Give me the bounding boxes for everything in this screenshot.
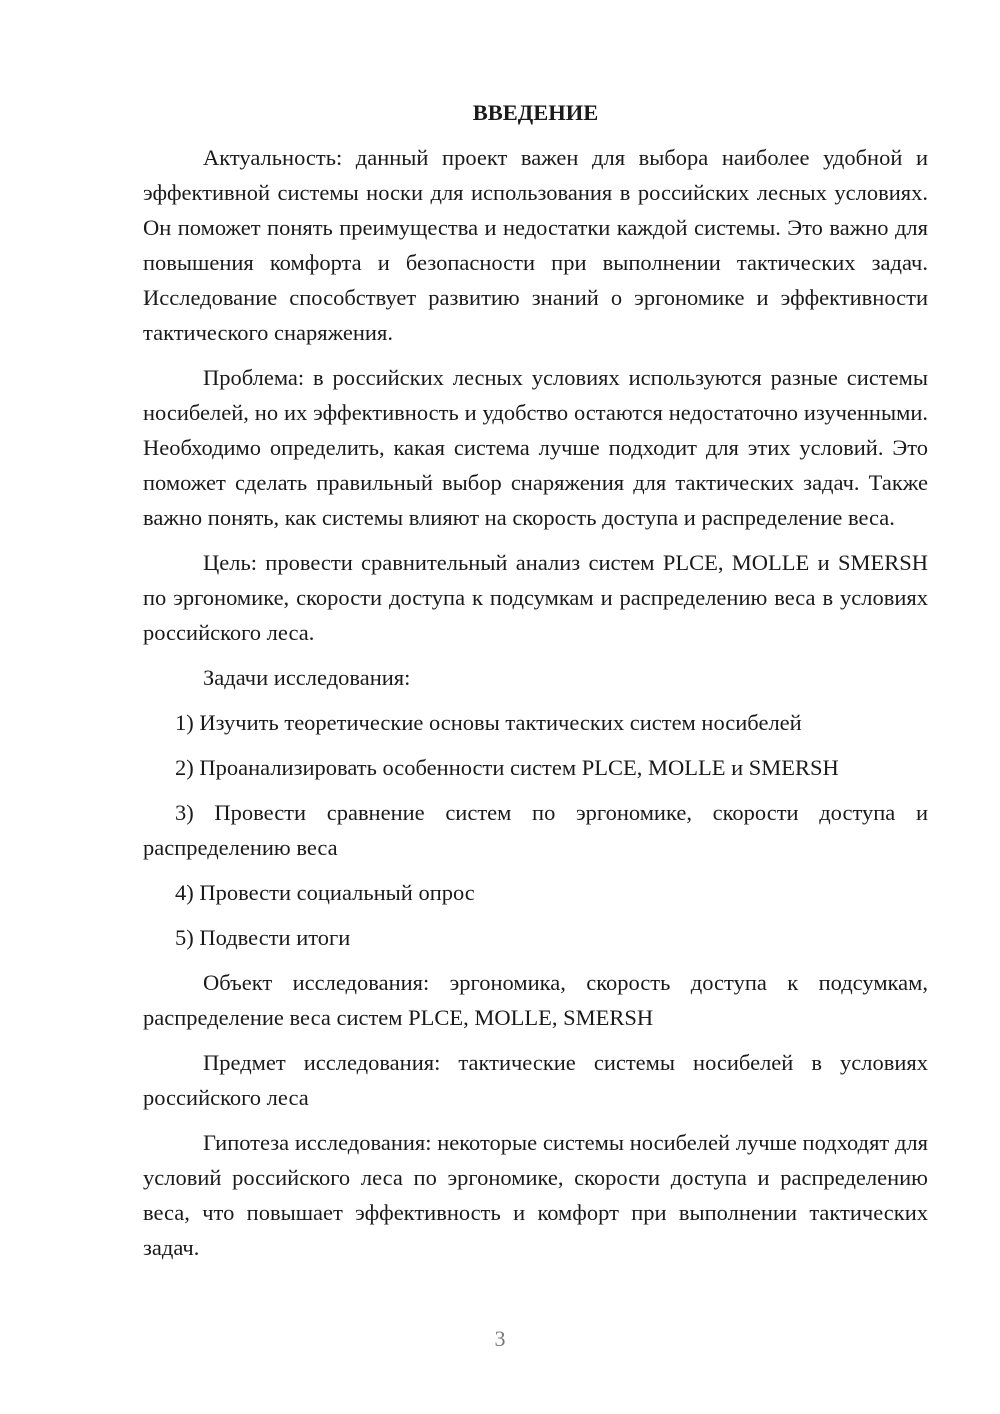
paragraph-relevance: Актуальность: данный проект важен для выбора наиболее удобной и эффективной системы носки для использования в российских лесных условиях. Он поможет понять преимущества и недостатки каждой системы. Это важно для повышения комфорта и безопасности при выполнении тактических задач. Исследование способствует развитию знаний о эргономике и эффективности тактического снаряжения.	[143, 145, 928, 345]
task-item-5: 5) Подвести итоги	[175, 925, 351, 950]
task-item-4: 4) Провести социальный опрос	[175, 880, 475, 905]
task-item-3: 3) Провести сравнение систем по эргономике, скорости доступа и распределению веса	[143, 800, 928, 860]
task-item-1: 1) Изучить теоретические основы тактических систем носибелей	[175, 710, 802, 735]
page-title: ВВЕДЕНИЕ	[472, 100, 599, 125]
paragraph-object: Объект исследования: эргономика, скорость доступа к подсумкам, распределение веса систем PLCE, MOLLE, SMERSH	[143, 970, 928, 1030]
task-item-2: 2) Проанализировать особенности систем PLCE, MOLLE и SMERSH	[175, 755, 839, 780]
paragraph-goal: Цель: провести сравнительный анализ систем PLCE, MOLLE и SMERSH по эргономике, скорости доступа к подсумкам и распределению веса в условиях российского леса.	[143, 550, 928, 645]
page-number: 3	[494, 1326, 506, 1351]
paragraph-hypothesis: Гипотеза исследования: некоторые системы носибелей лучше подходят для условий российского леса по эргономике, скорости доступа и распределению веса, что повышает эффективность и комфорт при выполнении тактических задач.	[143, 1130, 928, 1260]
document-body	[143, 95, 928, 1275]
paragraph-subject: Предмет исследования: тактические системы носибелей в условиях российского леса	[143, 1050, 928, 1110]
paragraph-problem: Проблема: в российских лесных условиях используются разные системы носибелей, но их эффективность и удобство остаются недостаточно изученными. Необходимо определить, какая система лучше подходит для этих условий. Это поможет сделать правильный выбор снаряжения для тактических задач. Также важно понять, как системы влияют на скорость доступа и распределение веса.	[143, 365, 928, 530]
paragraph-tasks-heading: Задачи исследования:	[203, 665, 411, 690]
